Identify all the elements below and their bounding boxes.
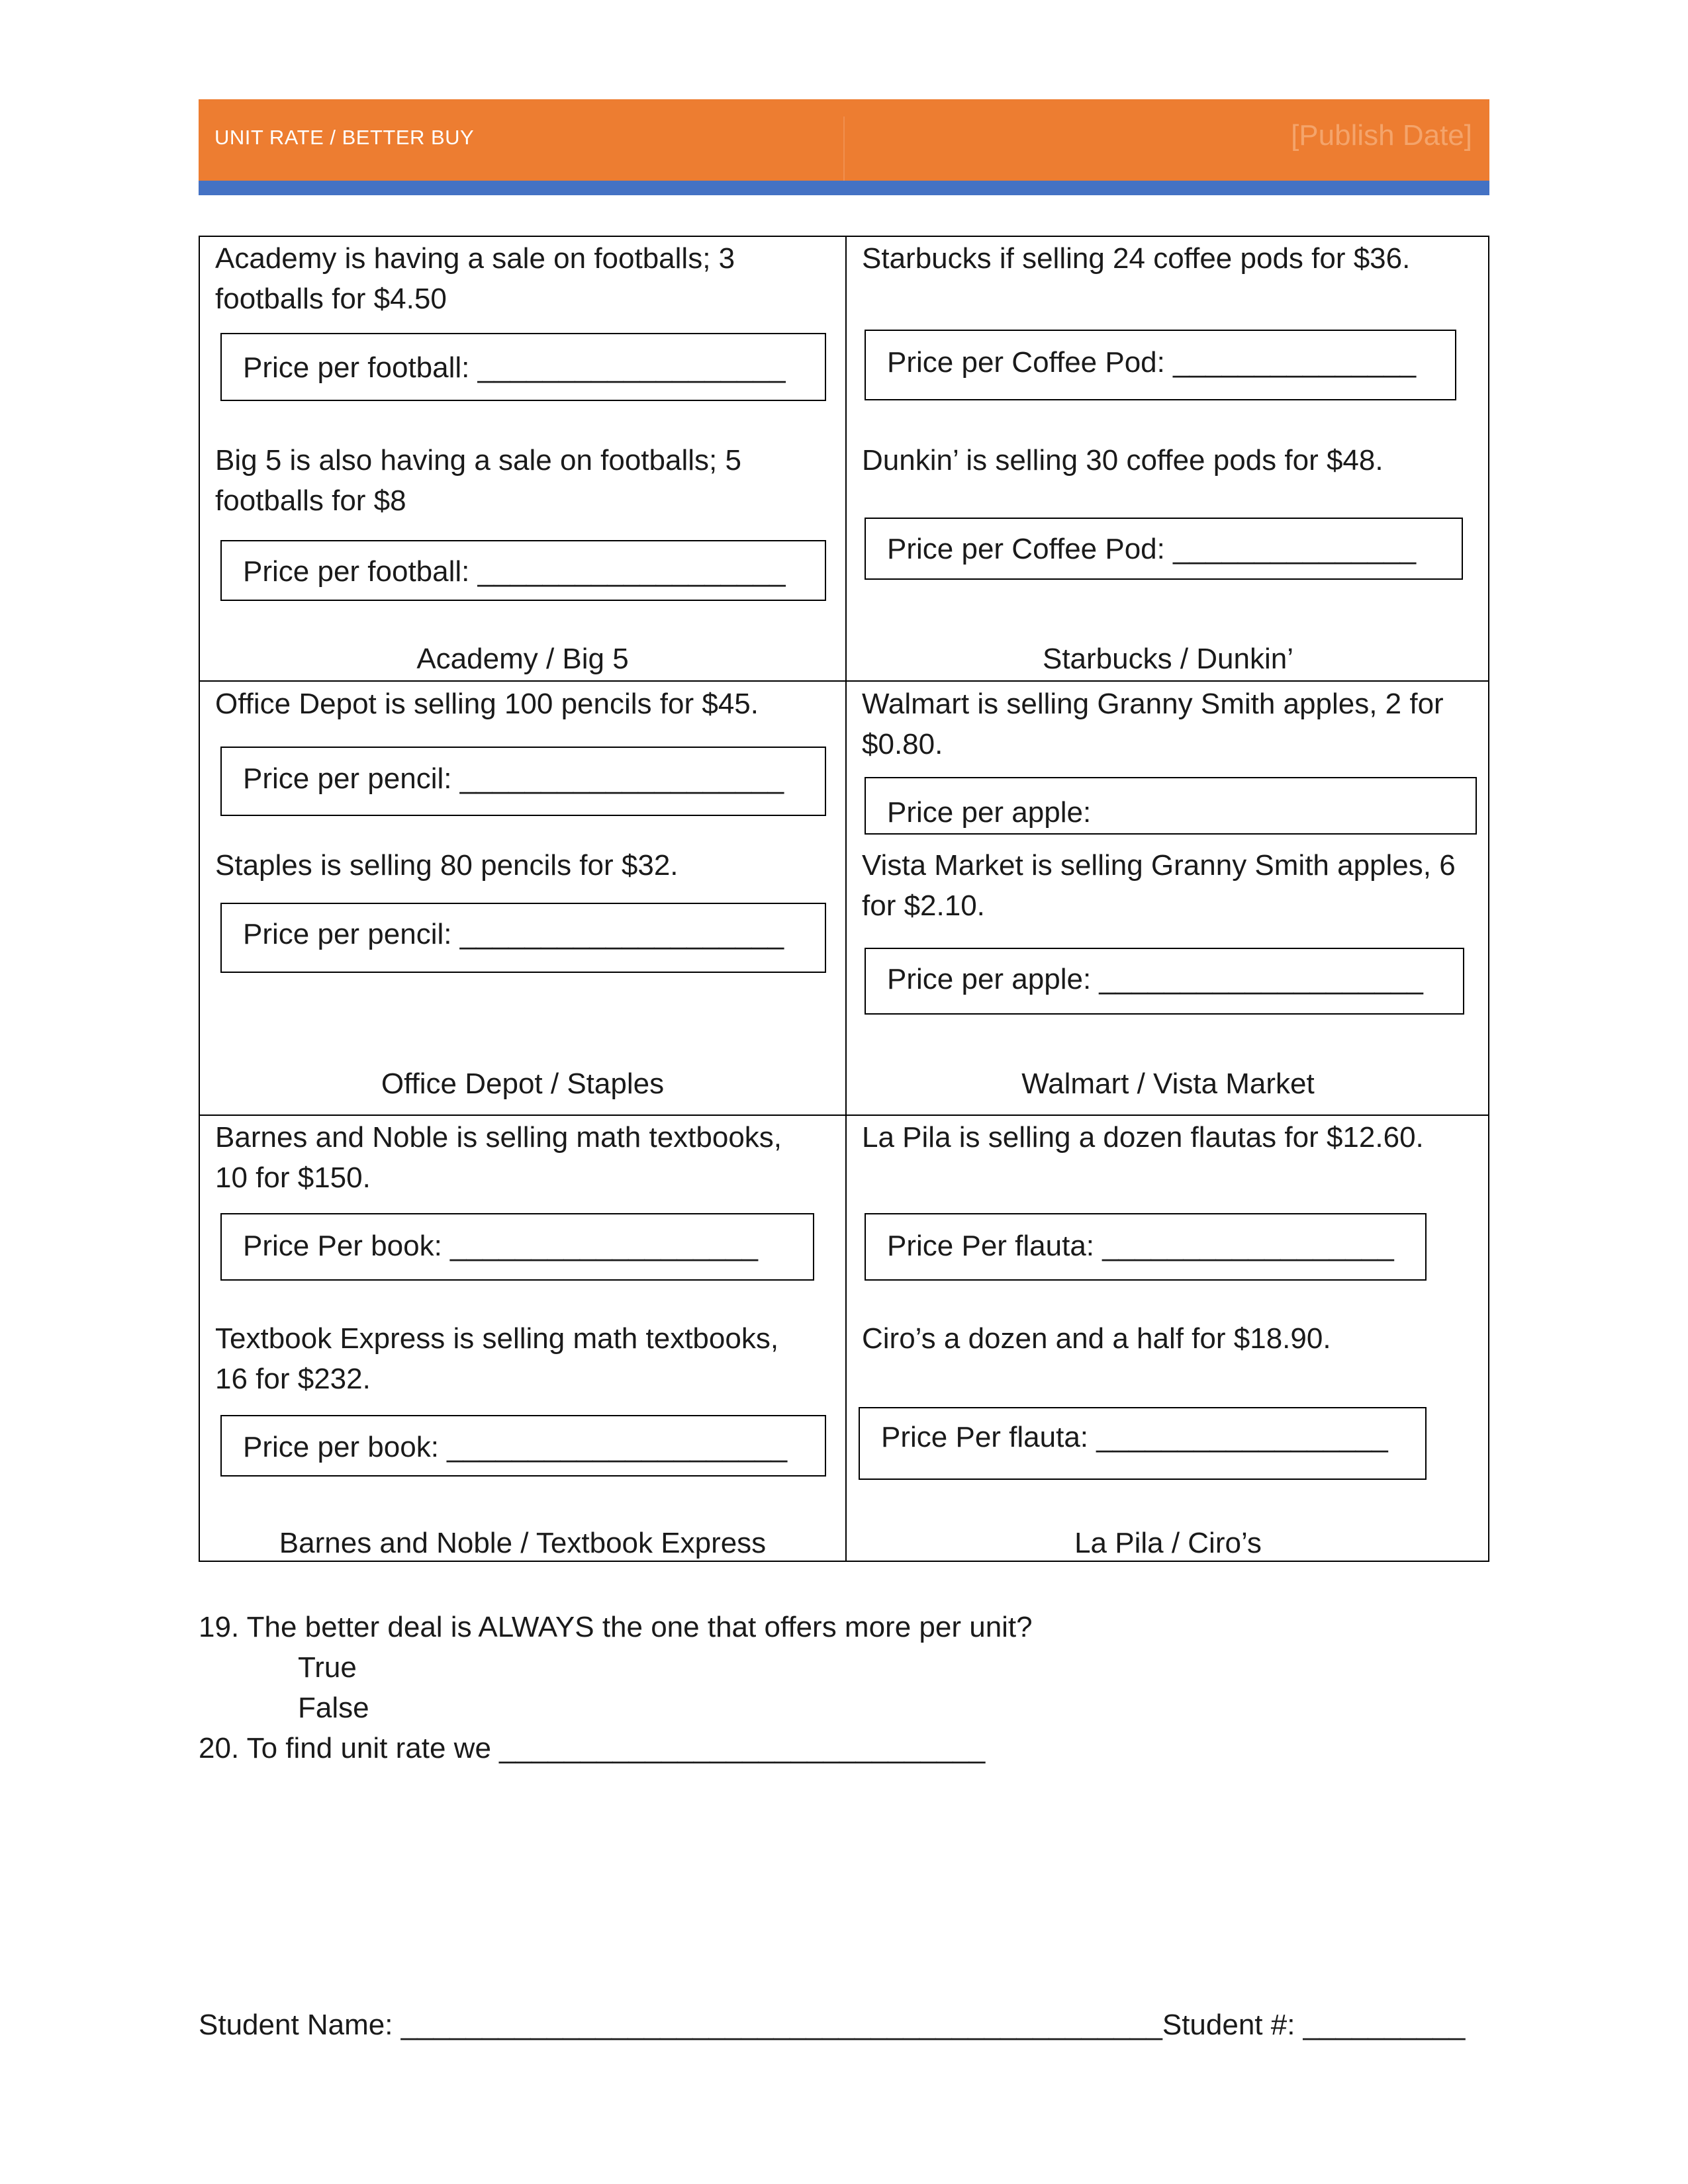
comparison-caption: Barnes and Noble / Textbook Express [279, 1527, 767, 1559]
answer-box[interactable]: Price per pencil: ____________________ [220, 903, 826, 973]
problem-text: Ciro’s a dozen and a half for $18.90. [862, 1322, 1331, 1355]
publish-date-placeholder[interactable]: [Publish Date] [1291, 119, 1472, 152]
answer-box[interactable]: Price Per book: ___________________ [220, 1213, 814, 1281]
row-divider [200, 1115, 1488, 1116]
comparison-caption: Office Depot / Staples [381, 1068, 665, 1100]
answer-box[interactable]: Price per Coffee Pod: _______________ [865, 518, 1463, 580]
answer-box[interactable]: Price per apple: [865, 777, 1477, 835]
header-stripe [199, 181, 1489, 195]
row-divider [200, 680, 1488, 682]
student-info-line[interactable]: Student Name: _______________________________________________Student #: __________ [199, 2009, 1466, 2041]
problem-text: Barnes and Noble is selling math textbooks, [215, 1121, 782, 1154]
header-divider [843, 116, 845, 181]
comparison-caption: Starbucks / Dunkin’ [1042, 643, 1294, 675]
problem-text: Textbook Express is selling math textbooks, [215, 1322, 779, 1355]
comparison-caption: Academy / Big 5 [416, 643, 629, 675]
question-19-option-true[interactable]: True [298, 1651, 357, 1684]
answer-box[interactable]: Price per apple: ____________________ [865, 948, 1464, 1015]
problem-text: footballs for $8 [215, 484, 406, 517]
answer-box[interactable]: Price per book: _____________________ [220, 1415, 826, 1477]
question-20[interactable]: 20. To find unit rate we ______________________________ [199, 1732, 986, 1764]
question-19-option-false[interactable]: False [298, 1692, 369, 1724]
answer-box[interactable]: Price per pencil: ____________________ [220, 747, 826, 816]
problem-text: $0.80. [862, 728, 943, 760]
answer-box[interactable]: Price Per flauta: __________________ [859, 1407, 1427, 1480]
answer-box[interactable]: Price per football: ___________________ [220, 540, 826, 601]
question-19: 19. The better deal is ALWAYS the one that offers more per unit? [199, 1611, 1033, 1643]
problem-text: Staples is selling 80 pencils for $32. [215, 849, 679, 882]
answer-box[interactable]: Price per Coffee Pod: _______________ [865, 330, 1456, 400]
problem-text: Office Depot is selling 100 pencils for $45. [215, 688, 759, 720]
problem-text: Dunkin’ is selling 30 coffee pods for $48. [862, 444, 1383, 477]
problem-text: La Pila is selling a dozen flautas for $12.60. [862, 1121, 1424, 1154]
answer-box[interactable]: Price per football: ___________________ [220, 333, 826, 401]
comparison-caption: La Pila / Ciro’s [1074, 1527, 1262, 1559]
answer-box[interactable]: Price Per flauta: __________________ [865, 1213, 1427, 1281]
problem-text: Big 5 is also having a sale on footballs; 5 [215, 444, 741, 477]
header-title: UNIT RATE / BETTER BUY [214, 126, 475, 149]
comparison-caption: Walmart / Vista Market [1021, 1068, 1315, 1100]
column-divider [845, 237, 847, 1561]
problem-text: footballs for $4.50 [215, 283, 447, 315]
problem-text: Vista Market is selling Granny Smith apples, 6 [862, 849, 1456, 882]
problem-text: Academy is having a sale on footballs; 3 [215, 242, 735, 275]
problem-text: 16 for $232. [215, 1363, 371, 1395]
document-header [199, 99, 1489, 195]
problem-text: Walmart is selling Granny Smith apples, 2 for [862, 688, 1444, 720]
problem-text: for $2.10. [862, 889, 985, 922]
problems-table [199, 236, 1489, 1562]
problem-text: Starbucks if selling 24 coffee pods for $36. [862, 242, 1411, 275]
problem-text: 10 for $150. [215, 1161, 371, 1194]
